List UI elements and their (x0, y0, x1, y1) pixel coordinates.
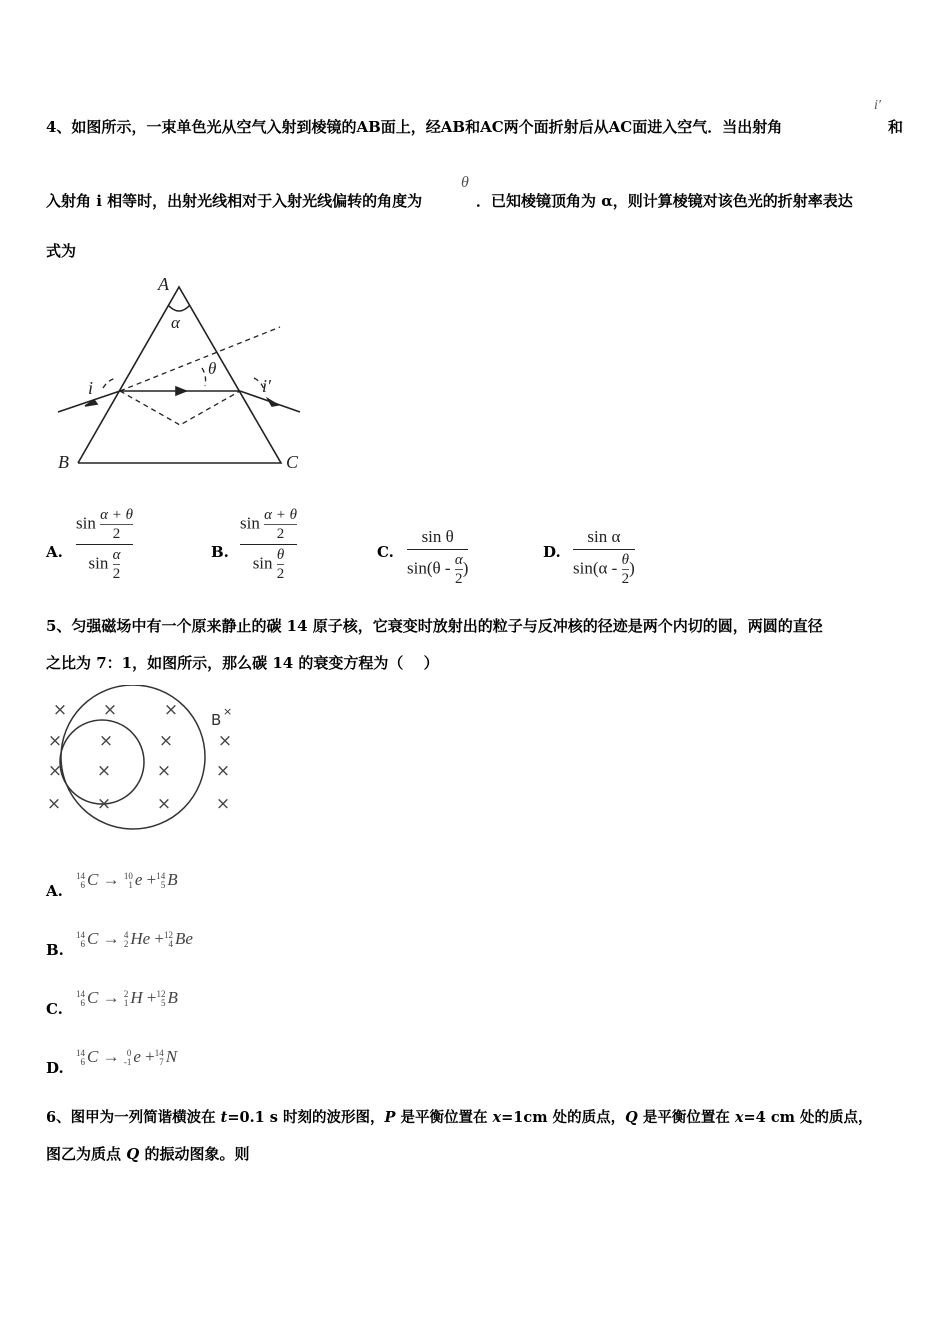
q4-option-c-formula: sin θ sin(θ - $\frac{\alpha}{2}$ ) (407, 527, 469, 587)
q5-option-c-label: C. (46, 1000, 63, 1018)
cross-mark: × (47, 761, 63, 781)
q5-option-a-label: A. (46, 882, 63, 900)
outer-track-circle (61, 685, 205, 829)
q4-symbol-i-prime: i′ (874, 98, 881, 113)
normals (120, 391, 240, 425)
q6-line1: 6、图甲为一列简谐横波在 t=0.1 s 时刻的波形图，P 是平衡位置在 x=1cm 处的质点，Q 是平衡位置在 x=4 cm 处的质点， (46, 1109, 873, 1126)
cross-mark: × (52, 700, 68, 720)
q4-option-a-label: A. (46, 543, 63, 561)
cross-mark: × (47, 731, 63, 751)
q4-line3: 式为 (46, 242, 77, 260)
q5-option-d-equation: 14 6 C → 0 -1 e +14 7 N (76, 1047, 178, 1068)
cross-mark: × (156, 761, 172, 781)
cross-mark: × (98, 731, 114, 751)
q4-line2a: 入射角 i 相等时，出射光线相对于入射光线偏转的角度为 (46, 192, 423, 210)
prism-figure (50, 270, 320, 480)
cross-mark: × (96, 794, 112, 814)
q5-option-c-equation: 14 6 C → 2 1 H +12 5 B (76, 988, 178, 1009)
cross-mark: × (217, 731, 233, 751)
q6-line2: 图乙为质点 Q 的振动图象。则 (46, 1145, 250, 1163)
fig-label-A: A (158, 274, 169, 294)
cross-mark: × (215, 761, 231, 781)
q4-option-b-label: B. (211, 543, 229, 561)
incident-extension (120, 327, 280, 391)
q4-line1: 4、如图所示，一束单色光从空气入射到棱镜的AB面上，经AB和AC两个面折射后从AC面进入空气．当出射角 (46, 118, 783, 136)
cross-mark: × (215, 794, 231, 814)
q4-symbol-theta: θ (461, 174, 469, 191)
deviation-arc (202, 368, 206, 386)
cross-mark: × (46, 794, 62, 814)
fig-label-i: i (88, 378, 94, 398)
q4-option-b-formula: sin $\frac{\alpha + \theta}{2}$ sin $\frac{\theta}{2}$ (240, 507, 297, 582)
magnetic-field-figure (40, 685, 250, 845)
fig-label-B: B (58, 452, 69, 472)
q4-line2b: ．已知棱镜顶角为 α，则计算棱镜对该色光的折射率表达 (476, 192, 853, 210)
q5-option-b-label: B. (46, 941, 64, 959)
fig-label-C: C (286, 452, 299, 472)
cross-mark: × (158, 731, 174, 751)
cross-mark: × (156, 794, 172, 814)
field-label-cross: × (223, 705, 233, 718)
q4-option-d-formula: sin α sin(α - $\frac{\theta}{2}$ ) (573, 527, 635, 587)
q4-option-c-label: C. (377, 543, 394, 561)
q5-line2: 之比为 7：1，如图所示，那么碳 14 的衰变方程为（ ） (46, 654, 439, 672)
q5-option-b-equation: 14 6 C → 4 2 He +12 4 Be (76, 929, 193, 950)
cross-mark: × (102, 700, 118, 720)
fig-label-i-prime: i′ (262, 376, 271, 396)
q5-option-a-equation: 14 6 C → 10 1 e +14 5 B (76, 870, 178, 891)
fig-label-alpha: α (171, 313, 180, 332)
q4-option-d-label: D. (543, 543, 561, 561)
cross-mark: × (163, 700, 179, 720)
q4-option-a-formula: sin $\frac{\alpha + \theta}{2}$ sin $\frac{\alpha}{2}$ (76, 507, 133, 582)
field-label-B: B (211, 711, 222, 729)
q5-option-d-label: D. (46, 1059, 64, 1077)
apex-angle-arc (168, 305, 190, 311)
cross-mark: × (96, 761, 112, 781)
fig-label-theta: θ (208, 359, 217, 378)
q5-line1: 5、匀强磁场中有一个原来静止的碳 14 原子核，它衰变时放射出的粒子与反冲核的径迹是两个内切的圆，两圆的直径 (46, 617, 823, 635)
q4-and: 和 (888, 118, 904, 136)
